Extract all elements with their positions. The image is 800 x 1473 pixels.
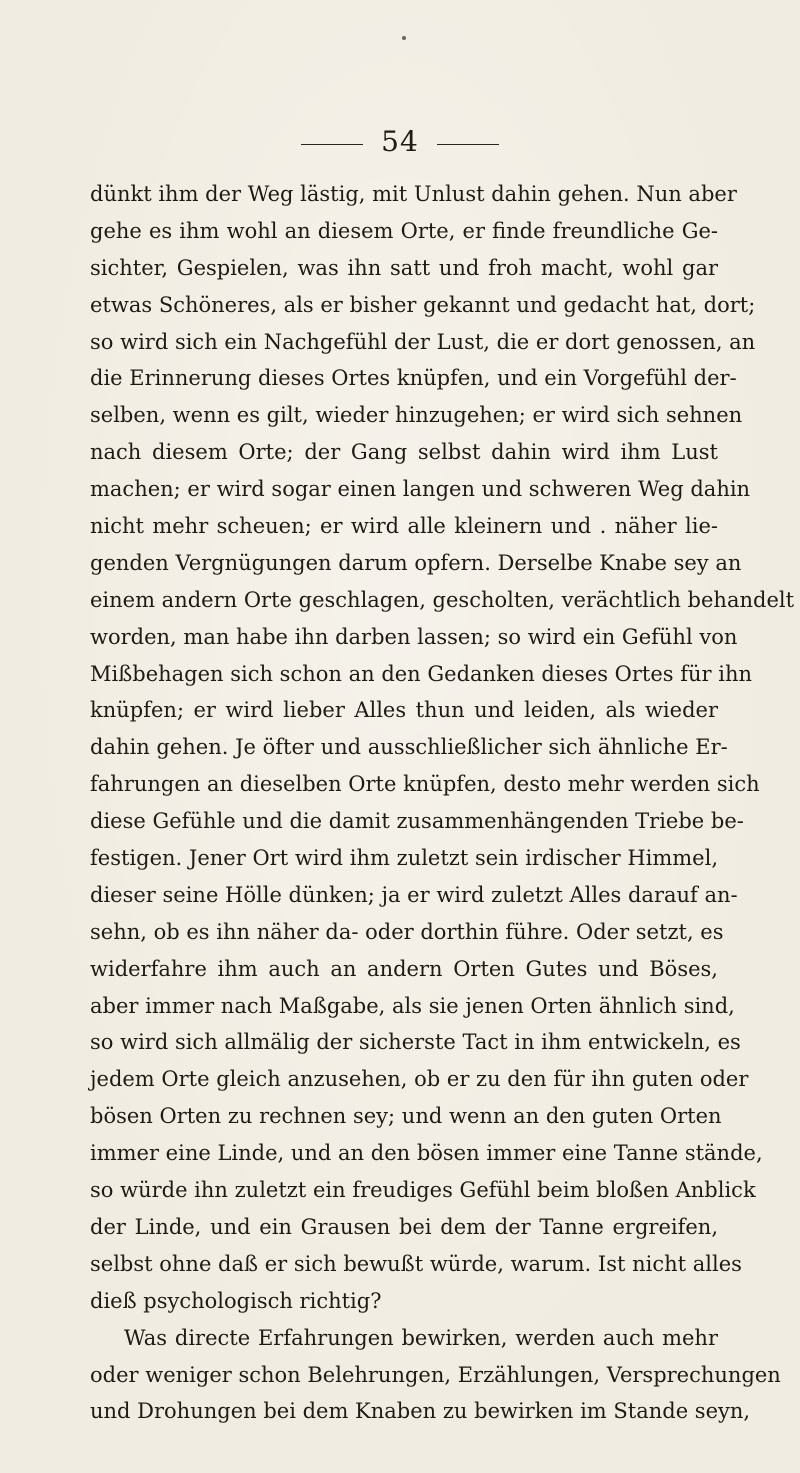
text-line: dünkt ihm der Weg lästig, mit Unlust dahin gehen. Nun aber bbox=[90, 182, 737, 206]
paper-speck bbox=[402, 36, 406, 40]
text-line: jedem Orte gleich anzusehen, ob er zu den für ihn guten oder bbox=[90, 1067, 749, 1092]
text-line: festigen. Jener Ort wird ihm zuletzt sein irdischer Himmel, bbox=[90, 846, 718, 871]
right-rule bbox=[437, 144, 499, 145]
text-line: worden, man habe ihn darben lassen; so wird ein Gefühl von bbox=[90, 624, 738, 649]
text-line: so wird sich allmälig der sicherste Tact in ihm entwickeln, es bbox=[90, 1030, 741, 1055]
text-line: so würde ihn zuletzt ein freudiges Gefühl beim bloßen Anblick bbox=[90, 1178, 756, 1203]
text-line: sehn, ob es ihn näher da- oder dorthin führe. Oder setzt, es bbox=[90, 919, 724, 944]
text-line: fahrungen an dieselben Orte knüpfen, desto mehr werden sich bbox=[90, 772, 760, 797]
text-line: machen; er wird sogar einen langen und schweren Weg dahin bbox=[90, 477, 751, 502]
text-line: die Erinnerung dieses Ortes knüpfen, und ein Vorgefühl der- bbox=[90, 366, 737, 391]
text-line: bösen Orten zu rechnen sey; und wenn an den guten Orten bbox=[90, 1104, 722, 1129]
text-line: so wird sich ein Nachgefühl der Lust, die er dort genossen, an bbox=[90, 329, 756, 354]
text-line: nicht mehr scheuen; er wird alle kleinern und . näher lie- bbox=[90, 514, 718, 539]
text-line: gehe es ihm wohl an diesem Orte, er finde freundliche Ge- bbox=[90, 218, 718, 243]
text-line: einem andern Orte geschlagen, gescholten, verächtlich behandelt bbox=[90, 587, 795, 612]
text-line: immer eine Linde, und an den bösen immer eine Tanne stände, bbox=[90, 1141, 763, 1166]
text-line: aber immer nach Maßgabe, als sie jenen Orten ähnlich sind, bbox=[90, 993, 735, 1018]
text-line: Was directe Erfahrungen bewirken, werden auch mehr bbox=[124, 1325, 718, 1350]
body-text bbox=[90, 176, 795, 1430]
text-line: oder weniger schon Belehrungen, Erzählungen, Versprechungen bbox=[90, 1362, 781, 1387]
page-header bbox=[0, 122, 800, 162]
text-line: sichter, Gespielen, was ihn satt und froh macht, wohl gar bbox=[90, 255, 718, 280]
text-line: knüpfen; er wird lieber Alles thun und leiden, als wieder bbox=[90, 698, 718, 723]
text-line: dahin gehen. Je öfter und ausschließlicher sich ähnliche Er- bbox=[90, 735, 728, 760]
text-line: und Drohungen bei dem Knaben zu bewirken im Stande seyn, bbox=[90, 1399, 751, 1424]
text-line: selbst ohne daß er sich bewußt würde, warum. Ist nicht alles bbox=[90, 1251, 742, 1276]
text-line: dieser seine Hölle dünken; ja er wird zuletzt Alles darauf an- bbox=[90, 882, 738, 907]
text-line: etwas Schöneres, als er bisher gekannt und gedacht hat, dort; bbox=[90, 292, 756, 317]
text-line: widerfahre ihm auch an andern Orten Gutes und Böses, bbox=[90, 956, 718, 981]
text-line: Mißbehagen sich schon an den Gedanken dieses Ortes für ihn bbox=[90, 661, 753, 686]
text-line: genden Vergnügungen darum opfern. Derselbe Knabe sey an bbox=[90, 550, 742, 575]
text-line: nach diesem Orte; der Gang selbst dahin wird ihm Lust bbox=[90, 440, 718, 465]
text-line: der Linde, und ein Grausen bei dem der Tanne ergreifen, bbox=[90, 1214, 718, 1239]
left-rule bbox=[301, 144, 363, 145]
text-line: diese Gefühle und die damit zusammenhängenden Triebe be- bbox=[90, 809, 744, 834]
text-line: selben, wenn es gilt, wieder hinzugehen; er wird sich sehnen bbox=[90, 403, 743, 428]
page-number: 54 bbox=[381, 125, 419, 158]
text-line: dieß psychologisch richtig? bbox=[90, 1288, 382, 1313]
